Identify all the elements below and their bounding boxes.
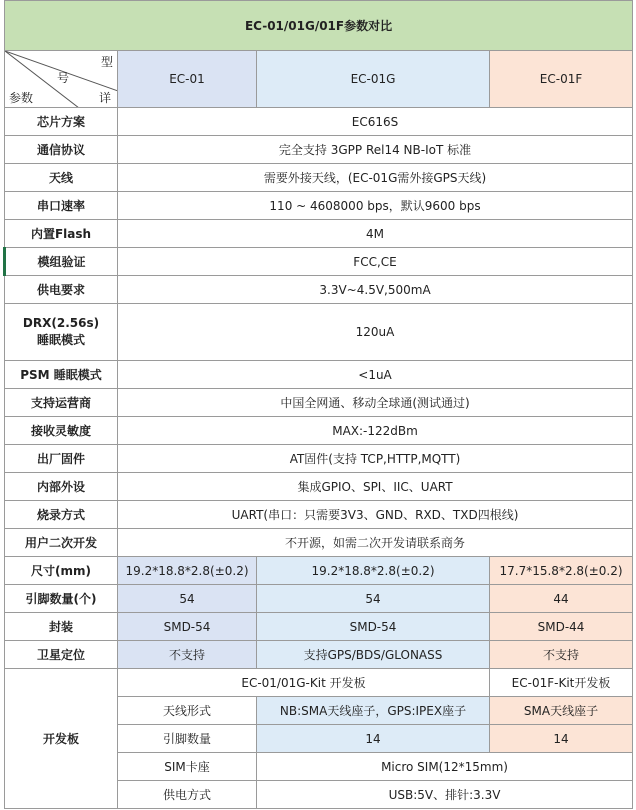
devboard-power-label: 供电方式 bbox=[118, 781, 257, 809]
row-label-drx-line1: DRX(2.56s) bbox=[22, 316, 100, 330]
row-value-power: 3.3V~4.5V,500mA bbox=[118, 276, 633, 304]
devboard-pins-label: 引脚数量 bbox=[118, 725, 257, 753]
row-label-sensitivity: 接收灵敏度 bbox=[5, 417, 118, 445]
model-header-ec01f: EC-01F bbox=[490, 51, 633, 108]
package-ec01: SMD-54 bbox=[118, 613, 257, 641]
gnss-ec01f: 不支持 bbox=[490, 641, 633, 669]
package-ec01g: SMD-54 bbox=[257, 613, 490, 641]
row-value-dev: 不开源，如需二次开发请联系商务 bbox=[118, 529, 633, 557]
pins-ec01: 54 bbox=[118, 585, 257, 613]
devboard-kit-g: EC-01/01G-Kit 开发板 bbox=[118, 669, 490, 697]
diag-label-xing: 型 bbox=[101, 55, 114, 69]
row-label-chip: 芯片方案 bbox=[5, 108, 118, 136]
devboard-antenna-label: 天线形式 bbox=[118, 697, 257, 725]
row-label-firmware: 出厂固件 bbox=[5, 445, 118, 473]
size-ec01g: 19.2*18.8*2.8(±0.2) bbox=[257, 557, 490, 585]
gnss-ec01g: 支持GPS/BDS/GLONASS bbox=[257, 641, 490, 669]
model-header-ec01g: EC-01G bbox=[257, 51, 490, 108]
row-value-protocol: 完全支持 3GPP Rel14 NB-IoT 标准 bbox=[118, 136, 633, 164]
pins-ec01g: 54 bbox=[257, 585, 490, 613]
devboard-pins-g: 14 bbox=[257, 725, 490, 753]
row-label-size: 尺寸(mm) bbox=[5, 557, 118, 585]
row-value-flash: 4M bbox=[118, 220, 633, 248]
devboard-sim-label: SIM卡座 bbox=[118, 753, 257, 781]
row-label-pins: 引脚数量(个) bbox=[5, 585, 118, 613]
row-label-psm: PSM 睡眠模式 bbox=[5, 361, 118, 389]
row-label-power: 供电要求 bbox=[5, 276, 118, 304]
diag-label-canshu: 参数 bbox=[9, 91, 34, 105]
row-value-peripherals: 集成GPIO、SPI、IIC、UART bbox=[118, 473, 633, 501]
devboard-antenna-f: SMA天线座子 bbox=[490, 697, 633, 725]
row-label-protocol: 通信协议 bbox=[5, 136, 118, 164]
row-label-antenna: 天线 bbox=[5, 164, 118, 192]
row-value-firmware: AT固件(支持 TCP,HTTP,MQTT) bbox=[118, 445, 633, 473]
row-label-flashing: 烧录方式 bbox=[5, 501, 118, 529]
devboard-antenna-g: NB:SMA天线座子，GPS:IPEX座子 bbox=[257, 697, 490, 725]
row-label-package: 封装 bbox=[5, 613, 118, 641]
row-value-carrier: 中国全网通、移动全球通(测试通过) bbox=[118, 389, 633, 417]
gnss-ec01: 不支持 bbox=[118, 641, 257, 669]
row-value-cert: FCC,CE bbox=[118, 248, 633, 276]
size-ec01f: 17.7*15.8*2.8(±0.2) bbox=[490, 557, 633, 585]
row-label-flash: 内置Flash bbox=[5, 220, 118, 248]
diag-label-hao: 号 bbox=[57, 71, 70, 85]
diag-label-xiang: 详 bbox=[99, 91, 112, 105]
table-title: EC-01/01G/01F参数对比 bbox=[5, 1, 633, 51]
devboard-power-value: USB:5V、排针:3.3V bbox=[257, 781, 633, 809]
row-label-dev: 用户二次开发 bbox=[5, 529, 118, 557]
row-value-baud: 110 ~ 4608000 bps，默认9600 bps bbox=[118, 192, 633, 220]
row-value-sensitivity: MAX:-122dBm bbox=[118, 417, 633, 445]
row-value-drx: 120uA bbox=[118, 304, 633, 361]
package-ec01f: SMD-44 bbox=[490, 613, 633, 641]
row-value-antenna: 需要外接天线，(EC-01G需外接GPS天线) bbox=[118, 164, 633, 192]
row-label-carrier: 支持运营商 bbox=[5, 389, 118, 417]
model-header-ec01: EC-01 bbox=[118, 51, 257, 108]
diagonal-header-cell bbox=[5, 51, 118, 108]
row-label-devboard: 开发板 bbox=[5, 669, 118, 809]
row-value-chip: EC616S bbox=[118, 108, 633, 136]
row-label-drx-line2: 睡眠模式 bbox=[36, 333, 85, 347]
row-label-baud: 串口速率 bbox=[5, 192, 118, 220]
devboard-pins-f: 14 bbox=[490, 725, 633, 753]
row-value-flashing: UART(串口：只需要3V3、GND、RXD、TXD四根线) bbox=[118, 501, 633, 529]
row-value-psm: <1uA bbox=[118, 361, 633, 389]
row-label-peripherals: 内部外设 bbox=[5, 473, 118, 501]
row-label-cert[interactable]: 模组验证 bbox=[5, 248, 118, 276]
size-ec01: 19.2*18.8*2.8(±0.2) bbox=[118, 557, 257, 585]
devboard-sim-value: Micro SIM(12*15mm) bbox=[257, 753, 633, 781]
row-label-drx bbox=[5, 304, 118, 361]
row-label-gnss: 卫星定位 bbox=[5, 641, 118, 669]
comparison-table bbox=[3, 0, 633, 809]
devboard-kit-f: EC-01F-Kit开发板 bbox=[490, 669, 633, 697]
pins-ec01f: 44 bbox=[490, 585, 633, 613]
